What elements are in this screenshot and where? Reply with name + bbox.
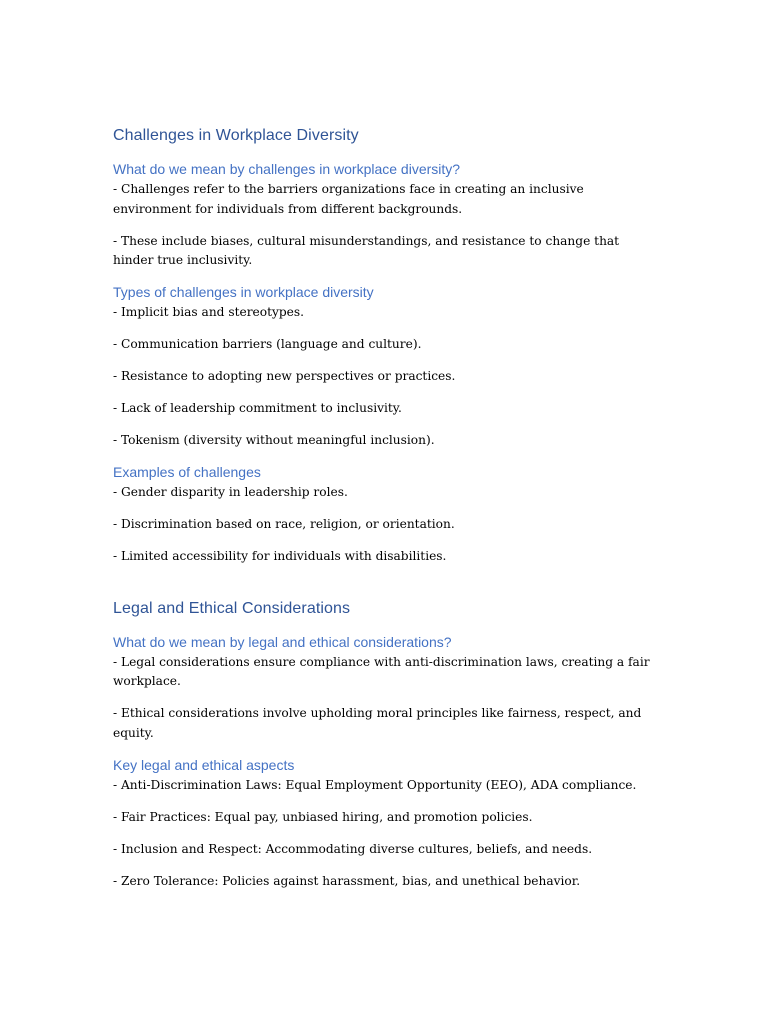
paragraph: - Gender disparity in leadership roles. — [113, 485, 348, 499]
sub-heading: Examples of challenges — [113, 464, 261, 480]
group-definition — [113, 633, 658, 744]
paragraph: - Lack of leadership commitment to inclusivity. — [113, 401, 402, 415]
section-challenges — [113, 126, 658, 567]
section-legal-ethical — [113, 599, 658, 892]
sub-heading: What do we mean by legal and ethical considerations? — [113, 633, 452, 650]
paragraph: - Legal considerations ensure compliance with anti-discrimination laws, creating a fair workplace. — [113, 654, 650, 688]
sub-heading: Key legal and ethical aspects — [113, 756, 295, 773]
paragraph: - Tokenism (diversity without meaningful inclusion). — [113, 433, 435, 447]
paragraph: - Anti-Discrimination Laws: Equal Employment Opportunity (EEO), ADA compliance. — [113, 777, 637, 792]
section-title: Legal and Ethical Considerations — [113, 599, 351, 617]
paragraph: - Limited accessibility for individuals with disabilities. — [113, 549, 447, 563]
group-key-aspects — [113, 756, 658, 892]
paragraph: - Inclusion and Respect: Accommodating diverse cultures, beliefs, and needs. — [113, 841, 593, 856]
document-body — [113, 126, 658, 904]
sub-heading: Types of challenges in workplace diversity — [113, 284, 374, 300]
paragraph: - Discrimination based on race, religion, or orientation. — [113, 517, 455, 531]
paragraph: - Fair Practices: Equal pay, unbiased hiring, and promotion policies. — [113, 809, 533, 824]
paragraph: - Zero Tolerance: Policies against harassment, bias, and unethical behavior. — [113, 873, 581, 888]
group-types — [113, 283, 658, 451]
paragraph: - Communication barriers (language and culture). — [113, 337, 422, 351]
paragraph: - Ethical considerations involve upholding moral principles like fairness, respect, and equity. — [113, 706, 642, 740]
paragraph: - Resistance to adopting new perspectives or practices. — [113, 369, 456, 383]
paragraph: - Implicit bias and stereotypes. — [113, 305, 305, 319]
sub-heading: What do we mean by challenges in workplace diversity? — [113, 161, 461, 177]
paragraph: - These include biases, cultural misunderstandings, and resistance to change that hinder true inclusivity. — [113, 233, 620, 267]
paragraph: - Challenges refer to the barriers organizations face in creating an inclusive environment for individuals from different backgrounds. — [113, 182, 584, 216]
group-examples — [113, 463, 658, 567]
group-definition — [113, 160, 658, 271]
section-title: Challenges in Workplace Diversity — [113, 127, 359, 144]
